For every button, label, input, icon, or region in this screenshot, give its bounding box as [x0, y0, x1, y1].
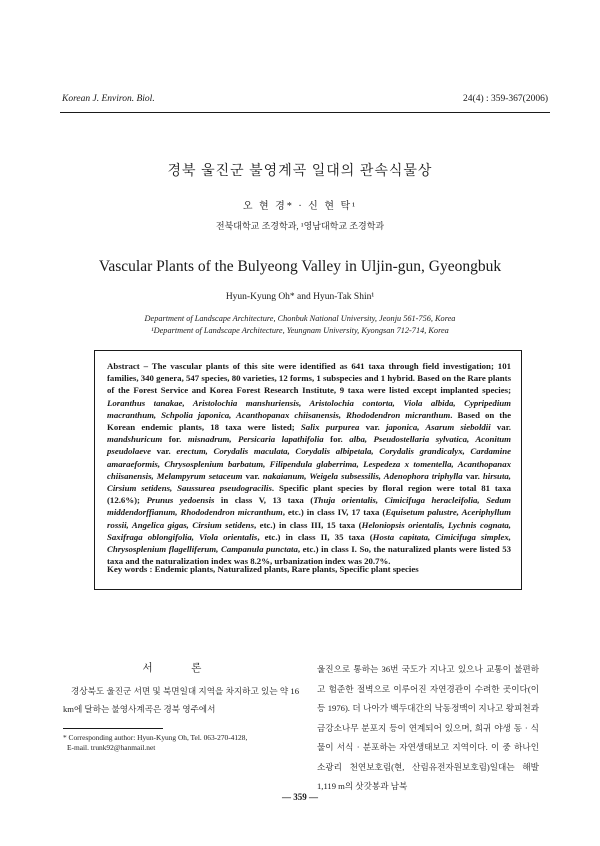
corresponding-author-footnote — [63, 733, 299, 753]
citation: 24(4) : 359-367(2006) — [463, 94, 548, 104]
section-heading-introduction: 서 론 — [142, 663, 220, 674]
affiliation-1: Department of Landscape Architecture, Chonbuk National University, Jeonju 561-756, Korea — [144, 314, 456, 323]
page-number: — 359 — — [282, 792, 318, 802]
affiliation-2: ¹Department of Landscape Architecture, Yeungnam University, Kyongsan 712-714, Korea — [151, 325, 449, 335]
intro-paragraph-right: 울진으로 통하는 36번 국도가 지나고 있으나 교통이 불편하고 험준한 절벽으로 이루어진 자연경관이 수려한 곳이다(이 등 1976). 더 나아가 백두대간의 낙동정맥이 지나고 왕피천과 금강소나무 분포지 등이 연계되어 있으며, 희귀 야생 동 · 식물이 서식 · 분포하는 자연생태보고 지역이다. 이 중 하나인 소광리 천연보호림(현, 산림유전자원보호림)일대는 해발 1,119 m의 삿갓봉과 남북 — [317, 664, 539, 791]
intro-paragraph-left: 경상북도 울진군 서면 및 북면일대 지역을 차지하고 있는 약 16 km에 달하는 불영사계곡은 경북 영주에서 — [63, 686, 299, 714]
english-affiliations — [0, 313, 600, 336]
abstract-box — [94, 350, 522, 590]
journal-name: Korean J. Environ. Biol. — [62, 94, 155, 104]
running-header — [62, 94, 548, 108]
footnote-line-2: E-mail. trunk92@hanmail.net — [67, 743, 156, 752]
korean-title: 경북 울진군 불영계곡 일대의 관속식물상 — [167, 164, 433, 179]
header-rule — [60, 112, 550, 113]
keywords: Key words : Endemic plants, Naturalized plants, Rare plants, Specific plant species — [107, 564, 419, 574]
english-title: Vascular Plants of the Bulyeong Valley in Uljin-gun, Gyeongbuk — [98, 258, 502, 275]
abstract-text: Abstract – The vascular plants of this site were identified as 641 taxa through field investigation; 101 families, 340 genera, 547 species, 80 varieties, 12 forms, 1 subspecies and 1 hybrid. Based on the Rare plants of the Forest Service and Korea Forest Research Institute, 9 taxa were listed except implanted species; Loranthus tanakae, Aristolochia manshuriensis, Aristolochia contorta, Viola albida, Cypripedium macranthum, Schpolia japonica, Acanthopanax chiisanensis, Rhododendron micranthum. Based on the Korean endemic plants, 18 taxa were listed; Salix purpurea var. japonica, Asarum sieboldii var. mandshuricum for. misnadrum, Persicaria lapathifolia for. alba, Pseudostellaria sylvatica, Aconitum pseudolaeve var. erectum, Corydalis maculata, Corydalis albipetala, Corydalis grandicalyx, Cardamine amaraeformis, Chrysosplenium barbatum, Filipendula glaberrima, Lespedeza x tomentella, Acanthopanax chiisanensis, Melampyrum setaceum var. nakaianum, Weigela subsessilis, Adenophora triphylla var. hirsuta, Cirsium setidens, Saussurea pseudogracilis. Specific plant species by floral region were total 81 taxa (12.6%); Prunus yedoensis in class V, 13 taxa (Thuja orientalis, Cimicifuga heracleifolia, Sedum middendorffianum, Rhododendron micranthum, etc.) in class IV, 17 taxa (Equisetum palustre, Aceriphyllum rossii, Angelica gigas, Cirsium setidens, etc.) in class III, 15 taxa (Heloniopsis orientalis, Lychnis cognata, Saxifraga oblongifolia, Viola orientalis, etc.) in class II, 35 taxa (Hosta capitata, Cimicifuga simplex, Chrysosplenium flagelliferum, Campanula punctata, etc.) in class I. So, the naturalized plants were listed 53 taxa and the naturalization index was 8.2%, urbanization index was 20.7%. — [107, 361, 512, 567]
korean-affiliations: 전북대학교 조경학과, ¹영남대학교 조경학과 — [215, 221, 385, 231]
korean-authors: 오 현 경* · 신 현 탁¹ — [242, 201, 358, 212]
footnote-rule — [63, 728, 163, 729]
english-authors: Hyun-Kyung Oh* and Hyun-Tak Shin¹ — [225, 292, 375, 302]
footnote-line-1: * Corresponding author: Hyun-Kyung Oh, Tel. 063-270-4128, — [63, 733, 248, 742]
